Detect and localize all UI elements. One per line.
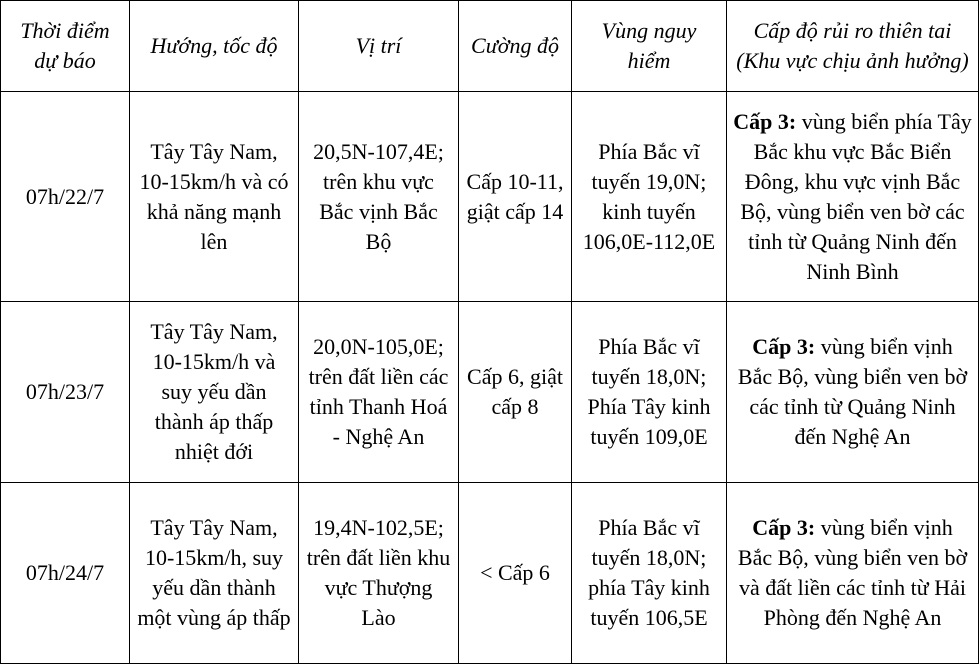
header-risk-level: Cấp độ rủi ro thiên tai (Khu vực chịu ảnh hưởng)	[727, 1, 979, 92]
cell-risk	[727, 302, 979, 483]
cell-direction: Tây Tây Nam, 10-15km/h và có khả năng mạnh lên	[130, 92, 299, 302]
cell-risk	[727, 483, 979, 664]
table-header-row	[1, 1, 979, 92]
cell-danger-zone: Phía Bắc vĩ tuyến 18,0N; phía Tây kinh tuyến 106,5E	[572, 483, 727, 664]
header-forecast-time: Thời điểm dự báo	[1, 1, 130, 92]
cell-risk	[727, 92, 979, 302]
cell-time: 07h/23/7	[1, 302, 130, 483]
risk-level-label: Cấp 3:	[733, 108, 797, 134]
table-row	[1, 302, 979, 483]
cell-position: 20,5N-107,4E; trên khu vực Bắc vịnh Bắc Bộ	[299, 92, 459, 302]
cell-intensity: Cấp 6, giật cấp 8	[459, 302, 572, 483]
header-position: Vị trí	[299, 1, 459, 92]
risk-area-text: vùng biển phía Tây Bắc khu vực Bắc Biển Đông, khu vực vịnh Bắc Bộ, vùng biển ven bờ các tỉnh từ Quảng Ninh đến Ninh Bình	[740, 108, 972, 284]
header-direction-speed: Hướng, tốc độ	[130, 1, 299, 92]
table-row	[1, 92, 979, 302]
header-danger-zone: Vùng nguy hiểm	[572, 1, 727, 92]
table-row	[1, 483, 979, 664]
cell-danger-zone: Phía Bắc vĩ tuyến 18,0N; Phía Tây kinh tuyến 109,0E	[572, 302, 727, 483]
risk-level-label: Cấp 3:	[752, 334, 816, 359]
header-intensity: Cường độ	[459, 1, 572, 92]
risk-area-text: vùng biển vịnh Bắc Bộ, vùng biển ven bờ các tỉnh từ Quảng Ninh đến Nghệ An	[737, 334, 968, 449]
cell-intensity: < Cấp 6	[459, 483, 572, 664]
cell-position: 20,0N-105,0E; trên đất liền các tỉnh Thanh Hoá - Nghệ An	[299, 302, 459, 483]
cell-direction: Tây Tây Nam, 10-15km/h, suy yếu dần thành một vùng áp thấp	[130, 483, 299, 664]
cell-time: 07h/22/7	[1, 92, 130, 302]
risk-area-text: vùng biển vịnh Bắc Bộ, vùng biển ven bờ và đất liền các tỉnh từ Hải Phòng đến Nghệ An	[737, 515, 968, 630]
cell-time: 07h/24/7	[1, 483, 130, 664]
risk-level-label: Cấp 3:	[752, 515, 816, 540]
cell-position: 19,4N-102,5E; trên đất liền khu vực Thượng Lào	[299, 483, 459, 664]
cell-intensity: Cấp 10-11, giật cấp 14	[459, 92, 572, 302]
cell-direction: Tây Tây Nam, 10-15km/h và suy yếu dần thành áp thấp nhiệt đới	[130, 302, 299, 483]
cell-danger-zone: Phía Bắc vĩ tuyến 19,0N; kinh tuyến 106,0E-112,0E	[572, 92, 727, 302]
